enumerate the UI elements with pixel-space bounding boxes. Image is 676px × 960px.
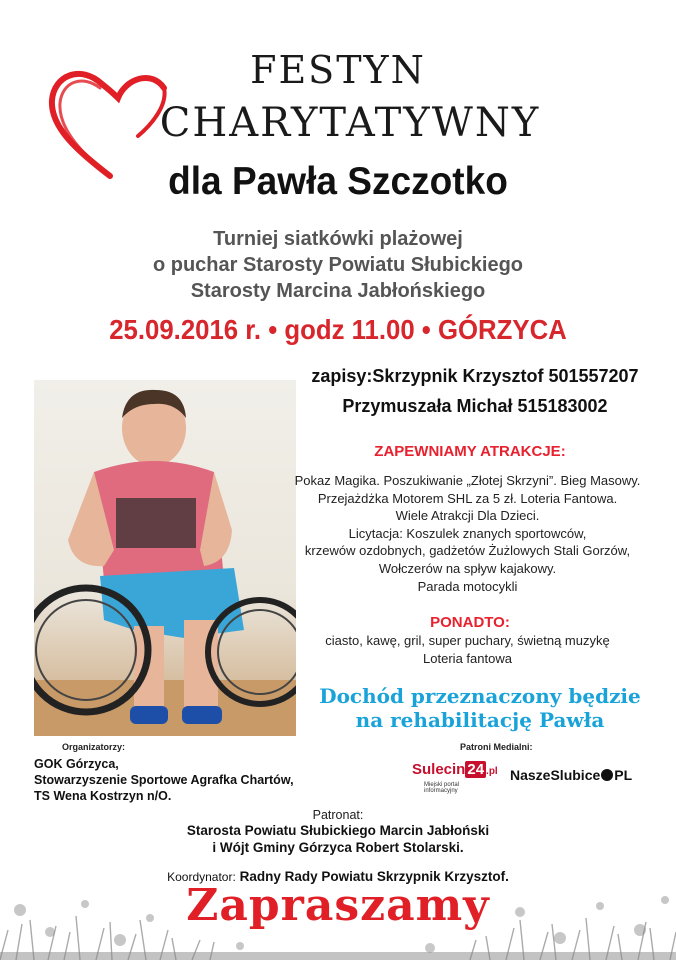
income-line-2: na rehabilitację Pawła — [355, 708, 605, 732]
attraction-line: Przejażdżka Motorem SHL za 5 zł. Loteria Fantowa. — [317, 490, 618, 506]
nasze-pl: PL — [614, 767, 633, 783]
title-line-1: FESTYN — [250, 48, 426, 92]
coordinator-name: Radny Rady Powiatu Skrzypnik Krzysztof. — [239, 869, 509, 884]
title-line-2: CHARYTATYWNY — [159, 100, 541, 146]
patronage-line: i Wójt Gminy Górzyca Robert Stolarski. — [212, 840, 464, 855]
extra-line: Loteria fantowa — [423, 650, 512, 666]
nasze-text: NaszeSlubice — [510, 767, 601, 783]
organizer-line: GOK Górzyca, — [34, 757, 119, 771]
nasze-slubice-logo — [510, 767, 650, 789]
sulecin-tld: .pl — [486, 766, 498, 777]
attraction-line: Licytacja: Koszulek znanych sportowców, — [348, 525, 587, 541]
attractions-heading: ZAPEWNIAMY ATRAKCJE: — [374, 443, 566, 460]
extra-heading: PONADTO: — [430, 614, 510, 631]
attraction-line: Parada motocykli — [417, 578, 518, 594]
patronage-line: Starosta Powiatu Słubickiego Marcin Jabłoński — [186, 823, 490, 838]
photo-pawel — [34, 380, 296, 736]
subtitle-line-3: Starosty Marcina Jabłońskiego — [190, 280, 486, 302]
attraction-line: Pokaz Magika. Poszukiwanie „Złotej Skrzyni”. Bieg Masowy. — [294, 473, 641, 488]
closing-invite: Zapraszamy — [186, 880, 490, 931]
patronage-label: Patronat: — [312, 808, 364, 822]
attraction-line: Wiele Atrakcji Dla Dzieci. — [395, 508, 540, 524]
organizers-label: Organizatorzy: — [62, 742, 126, 752]
attraction-line: Wołczerów na spływ kajakowy. — [378, 560, 557, 576]
media-label: Patroni Medialni: — [460, 742, 533, 752]
event-date: 25.09.2016 r. • godz 11.00 • GÓRZYCA — [109, 314, 567, 345]
coordinator-label: Koordynator: — [167, 870, 236, 884]
income-line-1: Dochód przeznaczony będzie — [319, 684, 641, 708]
sulecin24-logo — [410, 760, 498, 796]
registration-line-1: zapisy:Skrzypnik Krzysztof 501557207 — [311, 366, 639, 386]
organizer-line: Stowarzyszenie Sportowe Agrafka Chartów, — [34, 773, 294, 787]
registration-line-2: Przymuszała Michał 515183002 — [342, 396, 608, 416]
extra-list — [275, 632, 660, 667]
patronage-list — [0, 822, 676, 856]
extra-line: ciasto, kawę, gril, super puchary, świetną muzykę — [325, 633, 610, 648]
organizer-line: TS Wena Kostrzyn n/O. — [34, 789, 172, 803]
sulecin-text: Sulecin — [412, 761, 466, 778]
sulecin-tagline: Miejski portal informacyjny — [424, 782, 460, 794]
sulecin-number: 24 — [467, 761, 485, 778]
attraction-line: krzewów ozdobnych, gadżetów Żużlowych Stali Gorzów, — [304, 543, 631, 559]
subtitle-line-1: Turniej siatkówki plażowej — [213, 228, 463, 250]
attractions-list — [275, 472, 660, 595]
title-line-3: dla Pawła Szczotko — [168, 160, 508, 203]
organizers-list — [34, 756, 294, 804]
eagle-icon — [601, 769, 613, 781]
subtitle-line-2: o puchar Starosty Powiatu Słubickiego — [152, 254, 524, 276]
